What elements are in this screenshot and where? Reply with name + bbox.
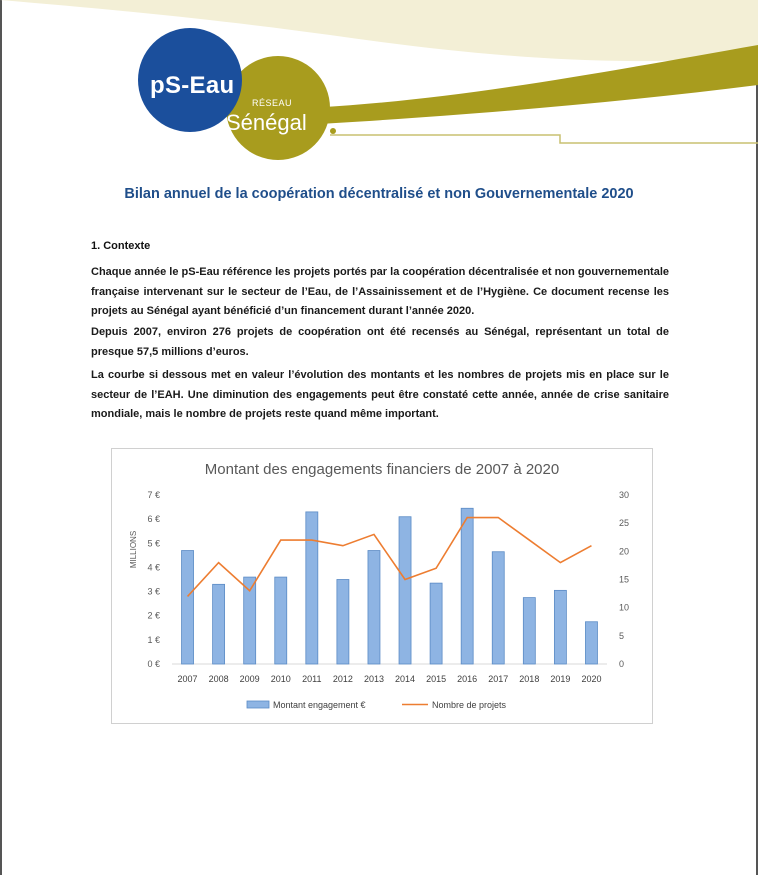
- x-tick-label: 2016: [457, 674, 478, 684]
- bar-2016: [461, 508, 473, 664]
- paragraph-3: La courbe si dessous met en valeur l’évolution des montants et les nombres de projets mis en place sur le secteur de l’EAH. Une diminution des engagements peut être constaté cette année, année de crise sanitaire mondiale, mais le nombre de projets reste quand même important.: [91, 369, 669, 420]
- paragraph-1: Chaque année le pS-Eau référence les projets portés par la coopération décentralisée et non gouvernementale française intervenant sur le secteur de l’Eau, de l’Assainissement et de l’Hygiène. Ce document recense les projets au Sénégal ayant bénéficié d’un financement durant l’année 2020.: [91, 266, 669, 317]
- bar-2018: [523, 598, 535, 664]
- document-title: Bilan annuel de la coopération décentralisé et non Gouvernementale 2020: [124, 186, 634, 202]
- bar-2011: [306, 512, 318, 664]
- y2-tick-label: 30: [619, 490, 630, 500]
- x-tick-label: 2019: [550, 674, 571, 684]
- chart-title: Montant des engagements financiers de 2007 à 2020: [204, 461, 560, 478]
- logo-dot: [330, 128, 336, 134]
- x-tick-label: 2007: [177, 674, 198, 684]
- legend-swatch-bar: [247, 701, 269, 708]
- section-heading: 1. Contexte: [91, 240, 151, 252]
- x-tick-label: 2014: [395, 674, 416, 684]
- x-tick-label: 2013: [363, 674, 384, 684]
- bar-2015: [430, 583, 442, 664]
- y2-tick-label: 5: [619, 630, 625, 641]
- banner-swoosh-cream: [0, 0, 758, 61]
- logo-circle-olive: [226, 56, 330, 160]
- y2-tick-label: 0: [619, 659, 625, 669]
- legend-label-bar: Montant engagement €: [273, 700, 366, 710]
- header-banner: [0, 0, 758, 160]
- bar-2020: [585, 622, 597, 664]
- chart-svg: [112, 449, 652, 723]
- x-tick-label: 2010: [270, 674, 291, 684]
- y-tick-label: 0 €: [147, 659, 160, 669]
- bar-2014: [399, 517, 411, 664]
- y-tick-label: 2 €: [147, 610, 160, 621]
- paragraph-2: Depuis 2007, environ 276 projets de coopération ont été recensés au Sénégal, représentant un total de presque 57,5 millions d’euros.: [91, 326, 669, 358]
- y2-tick-label: 10: [619, 602, 630, 613]
- bar-2017: [492, 552, 504, 664]
- y-tick-label: 6 €: [147, 514, 160, 525]
- x-tick-label: 2018: [519, 674, 540, 684]
- logo-country-text: Sénégal: [226, 110, 307, 135]
- x-tick-label: 2017: [488, 674, 509, 684]
- legend-label-line: Nombre de projets: [432, 700, 507, 710]
- y-tick-label: 5 €: [147, 538, 160, 549]
- bar-2013: [368, 551, 380, 664]
- banner-thin-line: [330, 135, 758, 143]
- bar-2010: [275, 577, 287, 664]
- bar-2008: [213, 584, 225, 664]
- x-tick-label: 2008: [208, 674, 229, 684]
- x-tick-label: 2015: [426, 674, 447, 684]
- y-axis-label: MILLIONS: [129, 530, 138, 569]
- y-tick-label: 3 €: [147, 586, 160, 597]
- y-tick-label: 7 €: [147, 490, 160, 500]
- y-tick-label: 1 €: [147, 634, 160, 645]
- y2-tick-label: 25: [619, 518, 630, 529]
- y-tick-label: 4 €: [147, 562, 160, 573]
- y2-tick-label: 20: [619, 546, 630, 557]
- x-tick-label: 2009: [239, 674, 260, 684]
- y2-tick-label: 15: [619, 574, 630, 585]
- x-tick-label: 2011: [302, 674, 322, 684]
- bar-2019: [554, 590, 566, 664]
- logo-text: pS-Eau: [150, 72, 235, 99]
- x-tick-label: 2012: [332, 674, 353, 684]
- bar-2007: [182, 551, 194, 664]
- logo-reseau-text: RÉSEAU: [252, 98, 293, 108]
- chart-container: [111, 448, 653, 724]
- bar-2012: [337, 580, 349, 665]
- x-tick-label: 2020: [581, 674, 602, 684]
